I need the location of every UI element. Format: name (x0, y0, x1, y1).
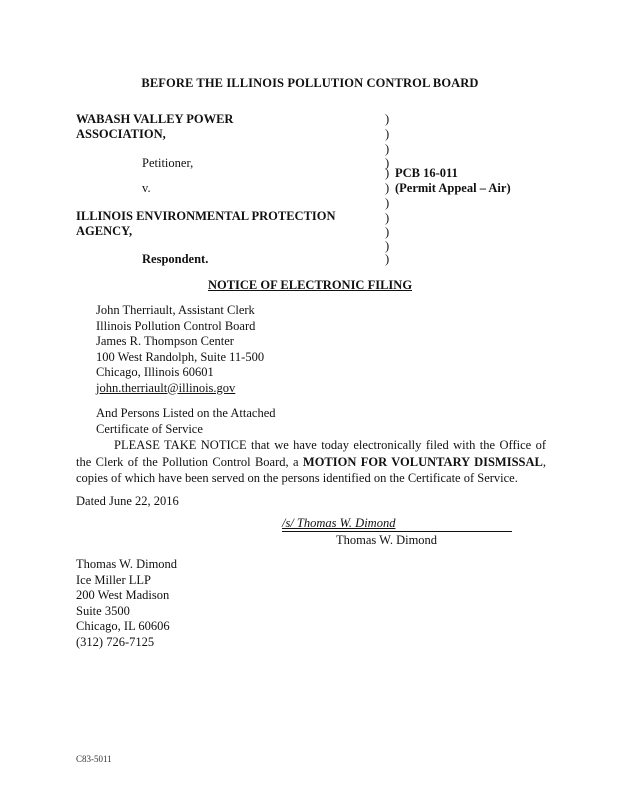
petitioner-name-line2: ASSOCIATION, (76, 127, 166, 141)
petitioner-name-line1: WABASH VALLEY POWER (76, 112, 234, 126)
attorney-name: Thomas W. Dimond (76, 557, 178, 571)
attorney-city: Chicago, IL 60606 (76, 619, 170, 633)
caption-paren: ) (385, 181, 390, 195)
respondent-role: Respondent. (142, 252, 209, 266)
caption-paren: ) (385, 225, 390, 239)
notice-title: NOTICE OF ELECTRONIC FILING (207, 278, 413, 292)
signature-line (282, 516, 512, 532)
notice-text-1: that we have today electronically filed with the Office of the Clerk of the Pollution Control Board, a (76, 438, 547, 469)
caption-paren: ) (385, 252, 390, 266)
addressee-city: Chicago, Illinois 60601 (96, 365, 214, 379)
notice-paragraph (76, 437, 546, 487)
notice-lead: PLEASE TAKE NOTICE (114, 438, 247, 452)
caption-paren: ) (385, 166, 390, 180)
attorney-block (76, 557, 177, 650)
case-type: (Permit Appeal – Air) (395, 181, 511, 195)
respondent-name-line1: ILLINOIS ENVIRONMENTAL PROTECTION (76, 209, 336, 223)
caption-paren: ) (385, 211, 390, 225)
addressee-street: 100 West Randolph, Suite 11-500 (96, 349, 265, 364)
also-served-line1: And Persons Listed on the Attached (96, 406, 276, 420)
attorney-street: 200 West Madison (76, 588, 170, 602)
addressee-name: John Therriault, Assistant Clerk (96, 303, 255, 317)
document-id-footer: C83-5011 (76, 754, 112, 764)
caption-paren: ) (385, 127, 390, 141)
addressee-building: James R. Thompson Center (96, 334, 234, 348)
addressee-block (96, 303, 276, 437)
addressee-email-link[interactable]: john.therriault@illinois.gov (96, 380, 236, 395)
caption-paren: ) (385, 156, 390, 170)
versus-label: v. (142, 181, 151, 195)
case-number: PCB 16-011 (395, 166, 458, 180)
petitioner-role: Petitioner, (142, 156, 194, 170)
motion-title: MOTION FOR VOLUNTARY DISMISSAL (302, 454, 543, 469)
court-title: BEFORE THE ILLINOIS POLLUTION CONTROL BOARD (141, 76, 479, 90)
notice-text-2: , copies of which have been served on the persons identified on the Certificate of Service. (76, 454, 546, 485)
respondent-name-line2: AGENCY, (76, 224, 133, 238)
electronic-signature: /s/ Thomas W. Dimond (282, 516, 396, 530)
dated-line: Dated June 22, 2016 (76, 494, 179, 508)
caption-paren: ) (385, 112, 390, 126)
signature-printed-name: Thomas W. Dimond (336, 533, 438, 547)
caption-paren: ) (385, 196, 390, 210)
attorney-firm: Ice Miller LLP (76, 572, 151, 587)
attorney-phone: (312) 726-7125 (76, 634, 155, 649)
also-served-line2: Certificate of Service (96, 421, 203, 436)
caption-paren: ) (385, 239, 390, 253)
attorney-suite: Suite 3500 (76, 603, 130, 618)
addressee-org: Illinois Pollution Control Board (96, 318, 256, 333)
caption-paren: ) (385, 142, 390, 156)
